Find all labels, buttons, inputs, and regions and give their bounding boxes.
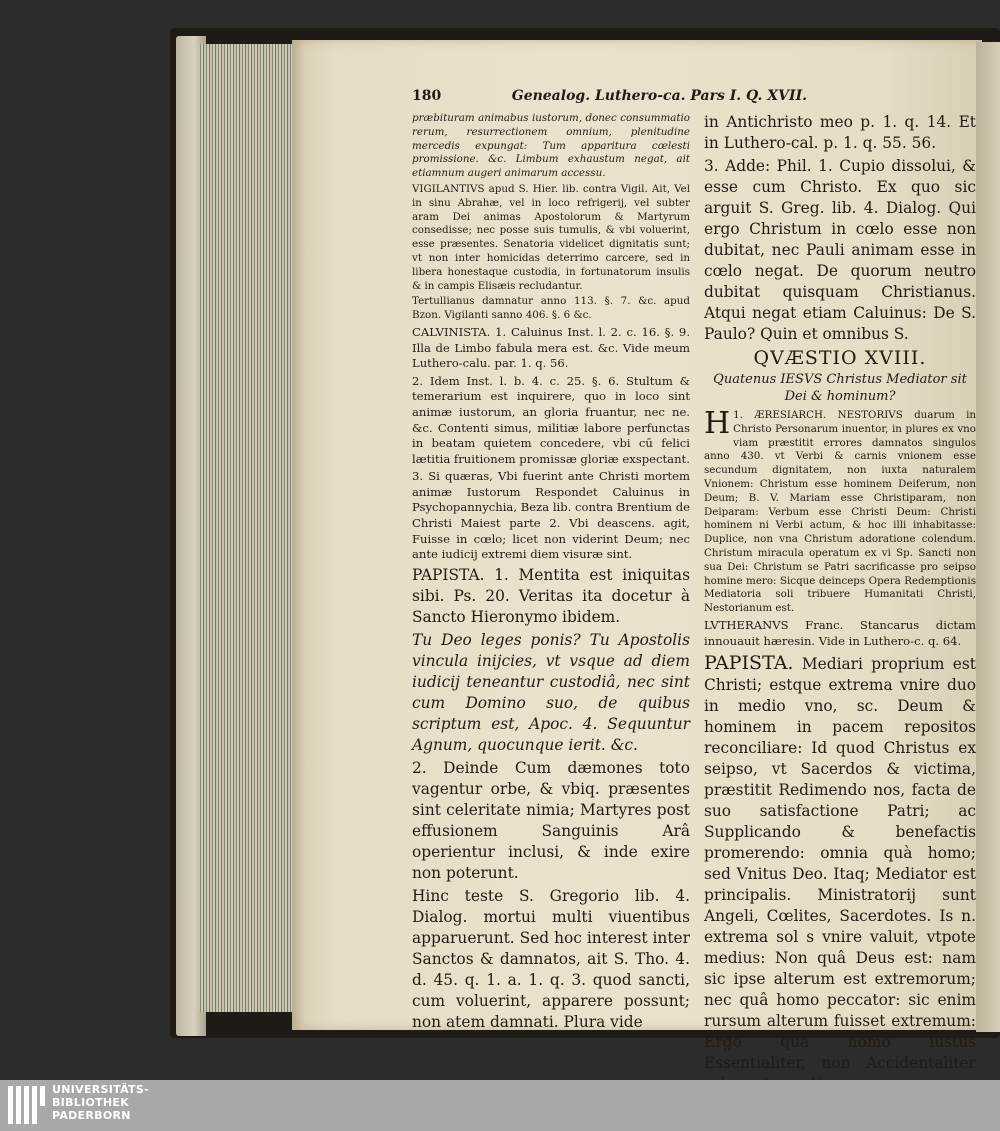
text-paragraph: Tertullianus damnatur anno 113. §. 7. &c. apud Bzon. Vigilanti sanno 406. §. 6 &c. — [412, 295, 690, 322]
right-text-column — [704, 112, 976, 1111]
text-paragraph: Tu Deo leges ponis? Tu Apostolis vincula inijcies, vt vsque ad diem iudicij teneantur custodiâ, nec sint cum Domino suo, de quibus scriptum est, Apoc. 4. Sequuntur Agnum, quocunque ierit. &c. — [412, 630, 690, 754]
text-paragraph: CALVINISTA. 1. Caluinus Inst. l. 2. c. 16. §. 9. Illa de Limbo fabula mera est. &c. Vide meum Luthero-calu. par. 1. q. 56. — [412, 324, 690, 371]
papista-paragraph — [704, 651, 976, 1095]
text-paragraph: 2. Deinde Cum dæmones toto vagentur orbe, & vbiq. præsentes sint celeritate nimia; Martyres post effusionem Sanguinis Arâ operientur inclusi, & inde exire non poterunt. — [412, 758, 690, 882]
text-paragraph: 3. Si quæras, Vbi fuerint ante Christi mortem animæ Iustorum Respondet Caluinus in Psychopannychia, Beza lib. contra Brentium de Christi Maiest parte 2. Vbi deascens. agit, Fuisse in cœlo; licet non viderint Deum; nec ante iudicij extremi diem visuræ sint. — [412, 469, 690, 562]
text-paragraph: Hinc teste S. Gregorio lib. 4. Dialog. mortui multi viuentibus apparuerunt. Sed hoc interest inter Sanctos & damnatos, ait S. Tho. 4. d. 45. q. 1. a. 1. q. 3. quod sancti, cum voluerint, apparere possunt; non atem damnati. Plura vide — [412, 886, 690, 1031]
lutheranus-paragraph: LVTHERANVS Franc. Stancarus dictam innouauit hæresin. Vide in Luthero-c. q. 64. — [704, 617, 976, 648]
text-paragraph: 2. Idem Inst. l. b. 4. c. 25. §. 6. Stultum & temerarium est inquirere, quo in loco sint animæ iustorum, an gloria fruantur, nec ne. &c. Contenti simus, militiæ labore perfunctas in beatam quietem concedere, vbi cū felici lætitia fruitionem promissæ gloriæ exspectant. — [412, 373, 690, 466]
page-edges — [198, 44, 298, 1012]
text-paragraph: VIGILANTIVS apud S. Hier. lib. contra Vigil. Ait, Vel in sinu Abrahæ, vel in loco refrigerij, vel subter aram Dei animas Apostolorum & Martyrum consedisse; nec posse suis tumulis, & vbi voluerint, esse præsentes. Senatoria videlicet dignitatis sunt; vt non inter homicidas deterrimo carcere, sed in libera honestaque custodia, in fortunatorum insulis & in campis Elisæis recludantur. — [412, 182, 690, 292]
haeresiarch-paragraph — [704, 406, 976, 616]
dropcap-letter: H — [704, 406, 731, 441]
papista-text: Mediari proprium est Christi; estque extrema vnire duo in medio vno, sc. Deum & hominem in pacem repositos reconciliare: Id quod Christus ex seipso, vt Sacerdos & victima, præstitit Redimendo nos, facta de suo satisfactione Patri; ac Supplicando & benefactis promerendo: omnia quà homo; sed Vnitus Deo. Itaq; Mediator est principalis. Ministratorij sunt Angeli, Cœlites, Sacerdotes. Is n. extrema sol s vnire valuit, vtpote medius: Non quâ Deus est: nam sic ipse alterum est extremorum; nec quâ homo peccator: sic enim rursum alterum fuisset extremum: Ergo quâ homo iustus Essentialiter, non Accidentaliter — [704, 655, 976, 1073]
library-logo-text — [52, 1083, 149, 1122]
haeresiarch-text: 1. ÆRESIARCH. NESTORIVS duarum in Christo Personarum inuentor, in plures ex vno viam præstitit errores damnatos singulos anno 430. vt Verbi & carnis vnionem esse secundum dignitatem, non iuxta naturalem Vnionem: Christum esse hominem Deiferum, non Deum; B. V. Mariam esse Christiparam, non Deiparam: Verbum esse Christi Deum: Christi hominem ni Verbi actum, & hoc illi inhabitasse: Duplice, non vna Christum adoratione colendum. Christum miracula operatum ex vi Sp. Sancti non sua Dei: Christum se Patri sacrificasse pro seipso homine mero: Sicque deinceps Opera Redemptionis Mediatoria soli tribuere Humanitati Christi, Nestorianum est. — [704, 409, 976, 615]
page-number: 180 — [412, 88, 442, 104]
logo-line: BIBLIOTHEK — [52, 1096, 130, 1109]
text-paragraph: in Antichristo meo p. 1. q. 14. Et in Luthero-cal. p. 1. q. 55. 56. — [704, 113, 976, 152]
right-intro-text — [704, 112, 976, 345]
logo-line: PADERBORN — [52, 1109, 131, 1122]
facing-page-edge — [976, 42, 1000, 1032]
text-paragraph: præbituram animabus iustorum, donec consummatio rerum, resurrectionem omnium, plenitudine mercedis expungat: Tum apparitura cœlesti promissione. &c. Limbum exhaustum negat, ait etiamnum augeri animarum accessu. — [412, 112, 690, 180]
question-subtitle: Quatenus IESVS Christus Mediator sit Dei & hominum? — [713, 372, 967, 404]
text-paragraph: PAPISTA. 1. Mentita est iniquitas sibi. Ps. 20. Veritas ita docetur à Sancto Hieronymo ibidem. — [412, 565, 690, 626]
left-text-column — [412, 112, 690, 1033]
logo-line: UNIVERSITÄTS- — [52, 1083, 149, 1096]
library-logo-icon — [6, 1082, 48, 1128]
running-head: Genealog. Luthero-ca. Pars I. Q. XVII. — [511, 88, 807, 104]
question-title: QVÆSTIO XVIII. — [753, 347, 927, 369]
papista-heading: PAPISTA. — [704, 652, 794, 675]
library-footer — [0, 1080, 1000, 1131]
text-paragraph: 3. Adde: Phil. 1. Cupio dissolui, & esse cum Christo. Ex quo sic arguit S. Greg. lib. 4. Dialog. Qui ergo Christum in cœlo esse non dubitat, nec Pauli animam esse in cœlo negat. De quorum neutro dubitat quisquam Christianus. Atqui negat etiam Caluinus: De S. Paulo? Quin et omnibus S. — [704, 157, 976, 343]
